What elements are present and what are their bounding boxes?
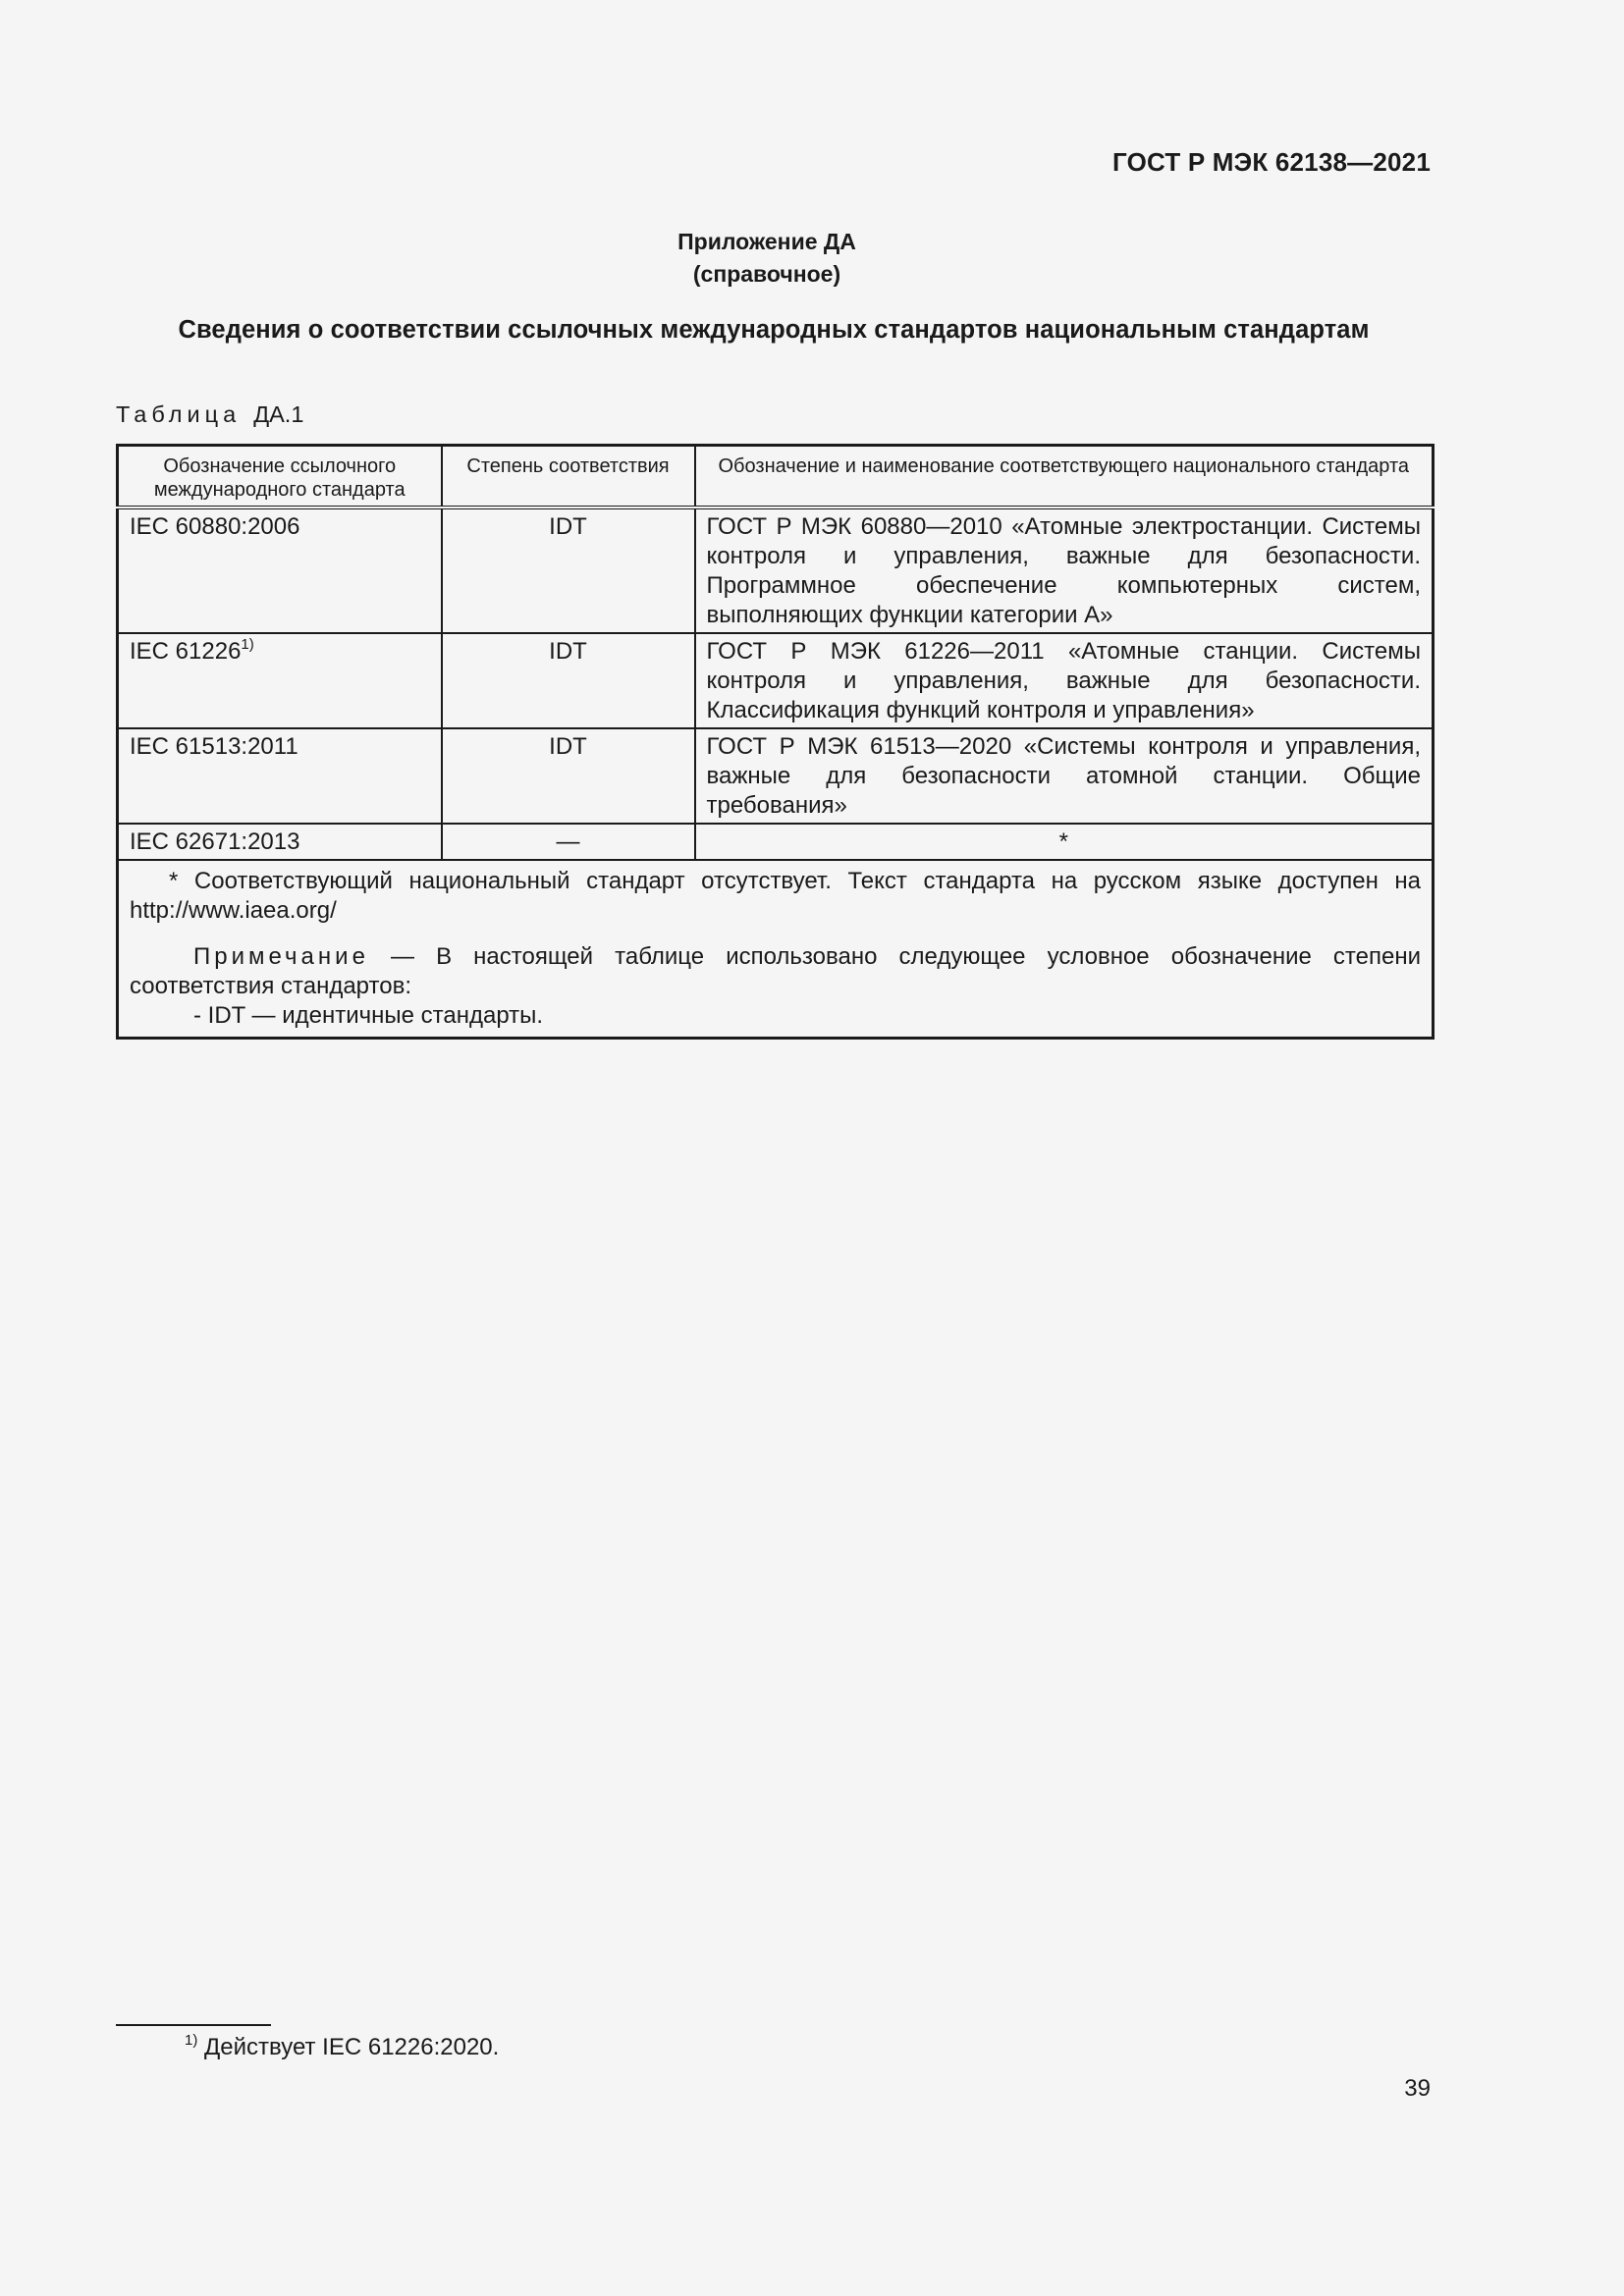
correspondence-table: [116, 444, 1435, 1040]
international-code: IEC 62671:2013: [130, 828, 300, 855]
header-national-standard: Обозначение и наименование соответствующего национального стандарта: [695, 446, 1434, 508]
table-row: [118, 824, 1434, 860]
cell-national: ГОСТ Р МЭК 61226—2011 «Атомные станции. Системы контроля и управления, важные для безопасности. Классификация функций контроля и управления»: [695, 633, 1434, 728]
international-code: IEC 61226: [130, 638, 242, 665]
table-label-number: ДА.1: [253, 401, 304, 427]
footnote-mark: 1): [241, 636, 254, 653]
table-label: [116, 401, 303, 428]
annex-title: Приложение ДА: [677, 229, 856, 254]
cell-international: [118, 728, 442, 824]
cell-national: ГОСТ Р МЭК 60880—2010 «Атомные электростанции. Системы контроля и управления, важные для безопасности. Программное обеспечение компьютерных систем, выполняющих функции категории А»: [695, 507, 1434, 633]
cell-degree: —: [442, 824, 695, 860]
cell-national: *: [695, 824, 1434, 860]
cell-international: [118, 824, 442, 860]
international-code: IEC 61513:2011: [130, 733, 298, 760]
note: [130, 942, 1421, 1001]
note-label: Примечание: [193, 943, 369, 970]
cell-degree: IDT: [442, 728, 695, 824]
table-footer-row: [118, 860, 1434, 1039]
annex-status: (справочное): [692, 261, 841, 287]
star-note: * Соответствующий национальный стандарт отсутствует. Текст стандарта на русском языке доступен на http://www.iaea.org/: [130, 868, 1421, 924]
page-footnote: [185, 2034, 499, 2061]
table-row: [118, 507, 1434, 633]
cell-national: ГОСТ Р МЭК 61513—2020 «Системы контроля и управления, важные для безопасности атомной станции. Общие требования»: [695, 728, 1434, 824]
note-item: - IDT — идентичные стандарты.: [193, 1002, 544, 1029]
section-title: Сведения о соответствии ссылочных международных стандартов национальным стандартам: [178, 316, 1370, 344]
table-row: [118, 633, 1434, 728]
footnote-text: Действует IEC 61226:2020.: [204, 2034, 500, 2060]
cell-international: [118, 507, 442, 633]
table-footnotes: [118, 860, 1434, 1039]
document-designation: ГОСТ Р МЭК 62138—2021: [1111, 147, 1431, 177]
table-label-word: Таблица: [116, 401, 242, 427]
footnote-separator: [116, 2024, 271, 2026]
page-number: 39: [1404, 2075, 1431, 2102]
cell-degree: IDT: [442, 507, 695, 633]
footnote-mark: 1): [185, 2032, 198, 2049]
header-degree: Степень соответствия: [442, 446, 695, 508]
note-text: — В настоящей таблице использовано следующее условное обозначение степени соответствия стандартов:: [130, 943, 1421, 999]
international-code: IEC 60880:2006: [130, 513, 300, 540]
table-header-row: [118, 446, 1434, 508]
annex-heading: [0, 226, 1534, 291]
table-row: [118, 728, 1434, 824]
cell-international: [118, 633, 442, 728]
cell-degree: IDT: [442, 633, 695, 728]
header-international-standard: Обозначение ссылочного международного стандарта: [118, 446, 442, 508]
